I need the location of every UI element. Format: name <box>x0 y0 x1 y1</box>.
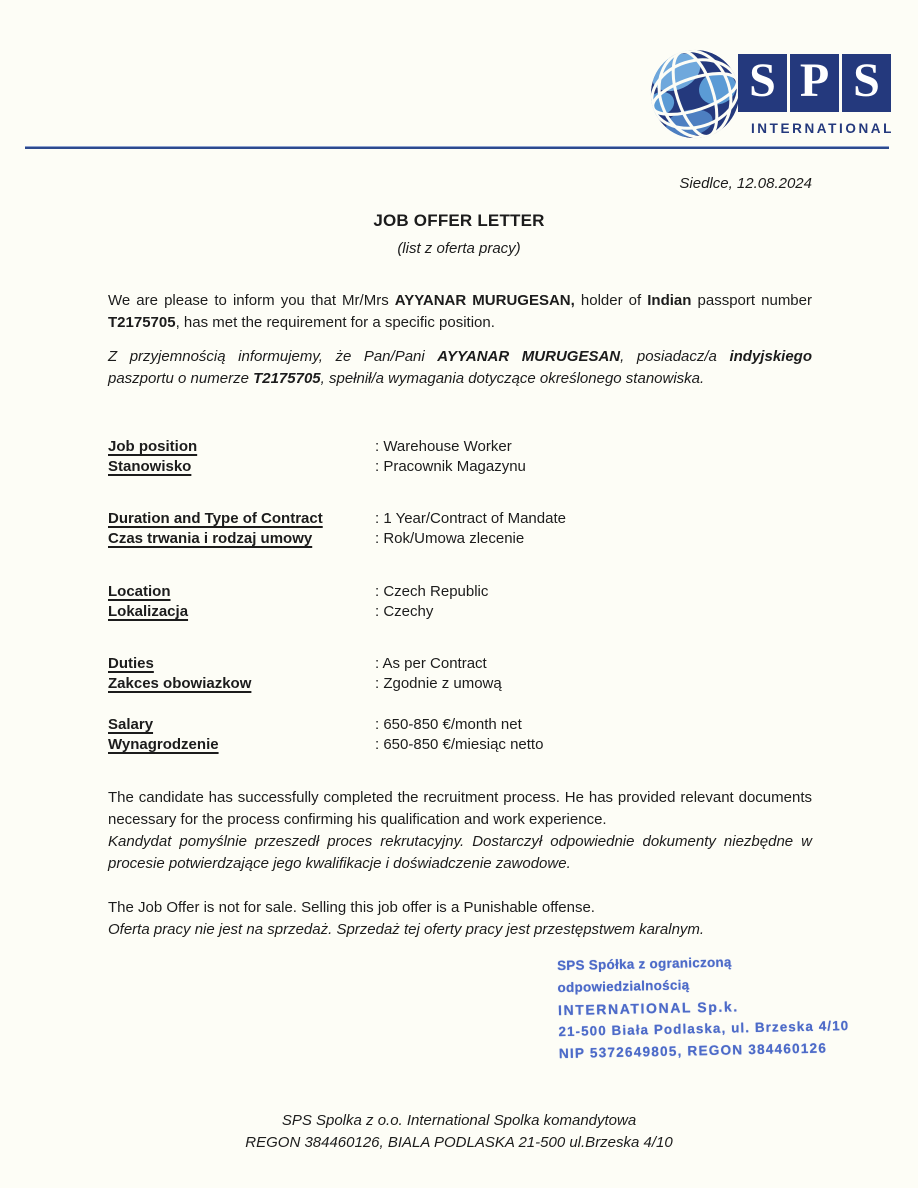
detail-value-pl: : 650-850 €/miesiąc netto <box>375 736 544 753</box>
stamp-line: NIP 5372649805, REGON 384460126 <box>558 1040 828 1062</box>
document-subtitle: (list z oferta pracy) <box>397 240 521 257</box>
logo-letter: S <box>842 54 891 112</box>
logo-subtext: INTERNATIONAL <box>750 121 894 136</box>
candidate-paragraph-polish: Kandydat pomyślnie przeszedł proces rekrutacyjny. Dostarczył odpowiednie dokumenty niezbędne w procesie potwierdzające jego kwalifikacje i doświadczenie zawodowe. <box>108 833 812 872</box>
logo-letter: S <box>738 54 787 112</box>
footer-line-2: REGON 384460126, BIALA PODLASKA 21-500 ul.Brzeska 4/10 <box>245 1134 673 1151</box>
place-and-date: Siedlce, 12.08.2024 <box>679 175 812 192</box>
header-divider <box>25 146 889 149</box>
company-logo <box>648 45 894 141</box>
detail-label-en: Duties <box>108 655 154 672</box>
detail-label-pl: Wynagrodzenie <box>108 736 219 753</box>
not-for-sale-english: The Job Offer is not for sale. Selling this job offer is a Punishable offense. <box>108 899 595 916</box>
candidate-paragraph-english: The candidate has successfully completed the recruitment process. He has provided relevant documents necessary for the process confirming his qualification and work experience. <box>108 789 812 828</box>
candidate-nationality-pl: indyjskiego <box>729 348 812 365</box>
detail-row-salary <box>108 715 812 755</box>
candidate-name: AYYANAR MURUGESAN, <box>394 292 575 309</box>
detail-label-pl: Stanowisko <box>108 458 192 475</box>
logo-letter-squares <box>738 54 891 112</box>
detail-label-en: Job position <box>108 438 198 455</box>
detail-value-pl: : Pracownik Magazynu <box>375 458 526 475</box>
passport-number-pl: T2175705 <box>253 370 321 387</box>
detail-label-pl: Zakces obowiazkow <box>108 675 252 692</box>
detail-value-pl: : Zgodnie z umową <box>375 675 502 692</box>
company-stamp <box>557 949 859 1065</box>
candidate-nationality: Indian <box>647 292 692 309</box>
footer-line-1: SPS Spolka z o.o. International Spolka komandytowa <box>281 1112 637 1129</box>
intro-en-text: We are please to inform you that Mr/Mrs <box>108 292 395 309</box>
document-title: JOB OFFER LETTER <box>373 211 545 230</box>
detail-value-en: : Warehouse Worker <box>375 438 512 455</box>
passport-number: T2175705 <box>108 314 176 331</box>
stamp-line: 21-500 Biała Podlaska, ul. Brzeska 4/10 <box>558 1018 850 1040</box>
detail-value-en: : Czech Republic <box>375 583 489 600</box>
detail-value-pl: : Czechy <box>375 603 434 620</box>
stamp-line: INTERNATIONAL Sp.k. <box>557 998 739 1019</box>
detail-value-en: : 650-850 €/month net <box>375 716 522 733</box>
detail-label-en: Duration and Type of Contract <box>108 510 323 527</box>
detail-value-pl: : Rok/Umowa zlecenie <box>375 530 525 547</box>
detail-label-pl: Lokalizacja <box>108 603 189 620</box>
detail-label-en: Salary <box>108 716 154 733</box>
detail-row-duties <box>108 654 812 694</box>
detail-label-en: Location <box>108 583 171 600</box>
detail-row-job-position <box>108 437 812 477</box>
intro-paragraph-english: We are please to inform you that Mr/Mrs AYYANAR MURUGESAN, holder of Indian passport number T2175705, has met the requirement for a specific position. <box>108 292 812 331</box>
intro-paragraph-polish: Z przyjemnością informujemy, że Pan/Pani AYYANAR MURUGESAN, posiadacz/a indyjskiego paszportu o numerze T2175705, spełnił/a wymagania dotyczące określonego stanowiska. <box>108 348 812 387</box>
detail-value-en: : As per Contract <box>375 655 487 672</box>
detail-row-location <box>108 582 812 622</box>
detail-row-contract <box>108 509 812 549</box>
stamp-line: SPS Spółka z ograniczoną odpowiedzialnością <box>556 954 732 996</box>
detail-value-en: : 1 Year/Contract of Mandate <box>375 510 566 527</box>
detail-label-pl: Czas trwania i rodzaj umowy <box>108 530 313 547</box>
not-for-sale-polish: Oferta pracy nie jest na sprzedaż. Sprzedaż tej oferty pracy jest przestępstwem karalnym. <box>108 921 705 938</box>
footer-company-info <box>0 1110 918 1154</box>
candidate-name-pl: AYYANAR MURUGESAN <box>437 348 621 365</box>
logo-letter: P <box>790 54 839 112</box>
